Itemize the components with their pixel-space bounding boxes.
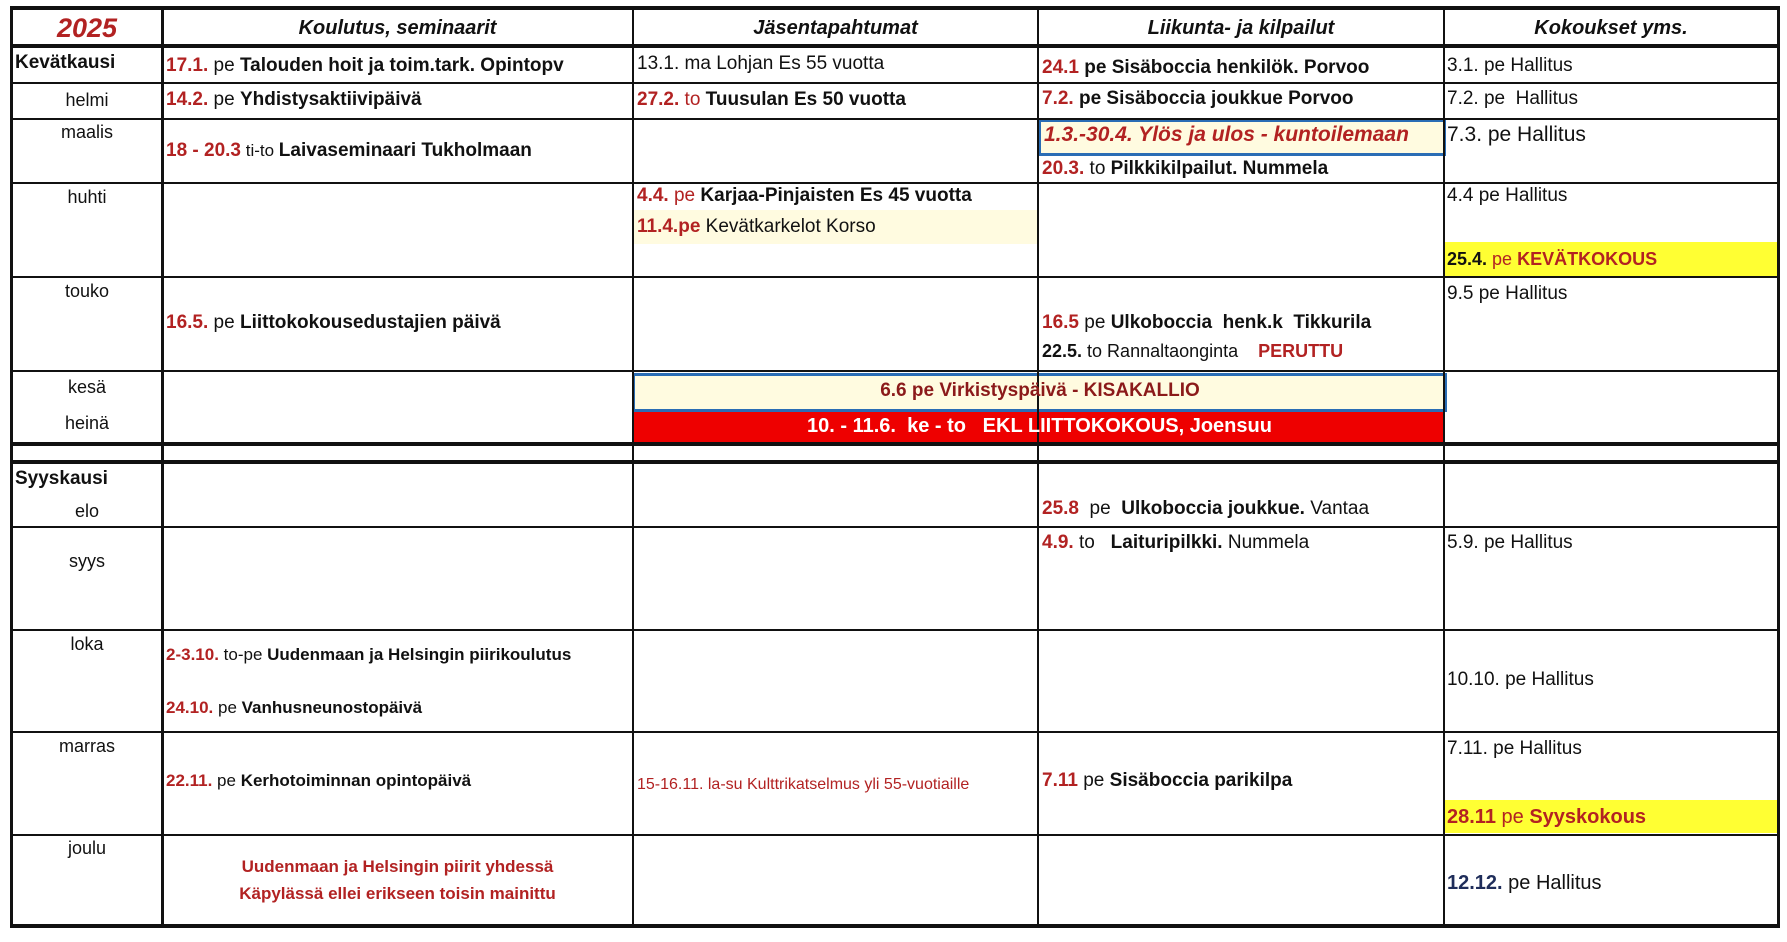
event-date: 11.4.pe: [637, 216, 701, 237]
event-title: Tuusulan Es 50 vuotta: [705, 89, 906, 110]
event-title: Vanhusneunostopäivä: [241, 698, 423, 717]
meeting-entry: 7.3. pe Hallitus: [1447, 123, 1586, 146]
training-entry: [166, 55, 564, 77]
event-date: 14.2.: [166, 89, 209, 110]
sports-event: [1042, 88, 1354, 110]
event-place: Nummela: [1222, 532, 1310, 553]
event-date: 27.2.: [637, 89, 680, 110]
event-title: pe Hallitus: [1502, 872, 1602, 894]
month-label: kesä: [67, 377, 107, 397]
event-title: Laivaseminaari Tukholmaan: [278, 140, 532, 161]
column-header-meetings: Kokoukset yms.: [1534, 17, 1688, 39]
meeting-entry: 10.10. pe Hallitus: [1447, 669, 1594, 690]
event-date: 7.11: [1042, 770, 1078, 791]
event-day: ti-to: [241, 141, 279, 160]
event-day: pe: [212, 771, 241, 790]
column-header-members: Jäsentapahtumat: [753, 17, 918, 39]
event-date: 22.11.: [166, 771, 213, 790]
event-title: Liittokokousedustajien päivä: [239, 312, 501, 333]
grid-line: [1777, 6, 1780, 928]
year-label: 2025: [56, 13, 118, 43]
event-day: pe: [1487, 249, 1518, 269]
district-note: Käpylässä ellei erikseen toisin mainittu: [239, 884, 556, 903]
meeting-entry: 3.1. pe Hallitus: [1447, 55, 1573, 76]
grid-line: [10, 276, 1780, 278]
event-day: pe: [208, 89, 240, 110]
month-label: joulu: [67, 838, 107, 858]
sports-event: [1042, 340, 1343, 362]
grid-line: [10, 182, 1780, 184]
grid-line: [1443, 6, 1445, 928]
column-header-training: Koulutus, seminaarit: [298, 17, 497, 39]
event-title: Kerhotoiminnan opintopäivä: [240, 771, 472, 790]
event-title: Yhdistysaktiivipäivä: [239, 89, 422, 110]
grid-line: [10, 82, 1780, 84]
event-title: Laituripilkki.: [1110, 532, 1223, 553]
training-entry: [166, 140, 532, 162]
event-date: 12.12.: [1447, 872, 1503, 894]
grid-line: [10, 526, 1780, 528]
event-day: pe: [1077, 770, 1110, 791]
event-title: KEVÄTKOKOUS: [1517, 249, 1658, 269]
event-date: 16.5.: [166, 312, 209, 333]
month-label: maalis: [60, 122, 113, 142]
training-entry: [166, 89, 422, 111]
event-day: pe: [1078, 312, 1111, 333]
member-event: [637, 89, 906, 111]
month-label: loka: [70, 634, 104, 654]
season-label-spring: Kevätkausi: [15, 52, 116, 73]
event-date: 4.4.: [637, 185, 669, 206]
cancelled-label: PERUTTU: [1258, 341, 1344, 361]
event-title: Ulkoboccia joukkue.: [1121, 498, 1305, 519]
event-title: Syyskokous: [1529, 806, 1647, 828]
month-label: touko: [64, 281, 110, 301]
member-event: [637, 216, 876, 238]
meeting-entry: 4.4 pe Hallitus: [1447, 185, 1568, 206]
meeting-entry: [1447, 872, 1602, 894]
sports-event: [1042, 57, 1369, 79]
grid-line: [1037, 6, 1039, 928]
event-title: Uudenmaan ja Helsingin piirikoulutus: [267, 645, 572, 664]
event-day: pe: [1078, 498, 1122, 519]
meeting-entry: 7.11. pe Hallitus: [1447, 738, 1582, 759]
event-day: to-pe: [218, 645, 268, 664]
sports-event: [1042, 770, 1292, 792]
training-entry: [166, 697, 422, 719]
month-label: helmi: [65, 90, 109, 110]
training-entry: [166, 644, 571, 666]
event-title: Talouden hoit ja toim.tark. Opintopv: [239, 55, 564, 76]
event-day: pe: [213, 698, 242, 717]
column-header-sports: Liikunta- ja kilpailut: [1147, 17, 1335, 39]
grid-line: [10, 118, 1780, 120]
grid-line: [10, 44, 1780, 48]
event-date: 25.4.: [1447, 249, 1488, 269]
member-event: 13.1. ma Lohjan Es 55 vuotta: [637, 53, 885, 74]
meeting-entry: [1447, 806, 1646, 828]
meeting-entry: 5.9. pe Hallitus: [1447, 532, 1573, 553]
sports-event: [1042, 158, 1328, 180]
sports-event: [1042, 498, 1369, 520]
grid-line: [10, 6, 1780, 10]
event-day: to: [1073, 532, 1111, 553]
sports-event: [1042, 532, 1309, 554]
grid-line: [632, 6, 634, 928]
district-note: Uudenmaan ja Helsingin piirit yhdessä: [241, 857, 554, 876]
event-title: Sisäboccia parikilpa: [1109, 770, 1293, 791]
grid-line: [10, 629, 1780, 631]
event-day: pe: [208, 312, 240, 333]
month-label: huhti: [67, 187, 107, 207]
event-day: to: [679, 89, 706, 110]
grid-line: [10, 370, 1780, 372]
meeting-entry: 7.2. pe Hallitus: [1447, 88, 1578, 109]
month-label: elo: [74, 501, 100, 521]
grid-line: [10, 834, 1780, 836]
event-title: Kevätkarkelot Korso: [700, 216, 876, 237]
event-place: Vantaa: [1304, 498, 1370, 519]
event-date: 16.5: [1042, 312, 1079, 333]
sports-campaign: 1.3.-30.4. Ylös ja ulos - kuntoilemaan: [1044, 123, 1409, 146]
training-entry: [166, 312, 501, 334]
event-date: 24.10.: [166, 698, 214, 717]
virkistys-banner-text: 6.6 pe Virkistyspäivä - KISAKALLIO: [880, 380, 1200, 401]
event-title: pe Sisäboccia henkilök. Porvoo: [1078, 57, 1370, 78]
meeting-entry: [1447, 248, 1657, 270]
event-title: Karjaa-Pinjaisten Es 45 vuotta: [700, 185, 972, 206]
grid-line: [10, 6, 13, 928]
event-day: to Rannaltaonginta: [1082, 341, 1239, 361]
event-date: 18 - 20.3: [166, 140, 241, 161]
event-date: 7.2.: [1042, 88, 1074, 109]
grid-line: [161, 6, 164, 928]
event-title: pe Sisäboccia joukkue Porvoo: [1073, 88, 1354, 109]
event-day: to: [1084, 158, 1111, 179]
event-title: Pilkkikilpailut. Nummela: [1110, 158, 1329, 179]
season-label-autumn: Syyskausi: [15, 468, 108, 489]
month-label: syys: [69, 551, 105, 571]
event-date: 2-3.10.: [166, 645, 219, 664]
sports-event: [1042, 312, 1371, 334]
month-label: marras: [58, 736, 115, 756]
training-entry: [166, 770, 471, 792]
event-day: pe: [1495, 806, 1530, 828]
event-date: 17.1.: [166, 55, 209, 76]
event-date: 25.8: [1042, 498, 1079, 519]
event-day: pe: [208, 55, 240, 76]
grid-line: [10, 924, 1780, 928]
event-date: 4.9.: [1042, 532, 1074, 553]
event-date: 24.1: [1042, 57, 1079, 78]
event-date: 22.5.: [1042, 341, 1083, 361]
grid-line: [10, 442, 1780, 446]
member-event: [637, 185, 972, 207]
grid-line: [10, 731, 1780, 733]
event-date: 20.3.: [1042, 158, 1085, 179]
grid-line: [10, 460, 1780, 464]
event-title: Ulkoboccia henk.k Tikkurila: [1110, 312, 1372, 333]
month-label: heinä: [64, 413, 110, 433]
congress-banner-text: 10. - 11.6. ke - to EKL LIITTOKOKOUS, Joensuu: [807, 415, 1272, 437]
event-day: pe: [668, 185, 701, 206]
meeting-entry: 9.5 pe Hallitus: [1447, 283, 1568, 304]
event-date: 28.11: [1447, 806, 1496, 828]
member-event: 15-16.11. la-su Kulttrikatselmus yli 55-vuotiaille: [637, 776, 970, 793]
